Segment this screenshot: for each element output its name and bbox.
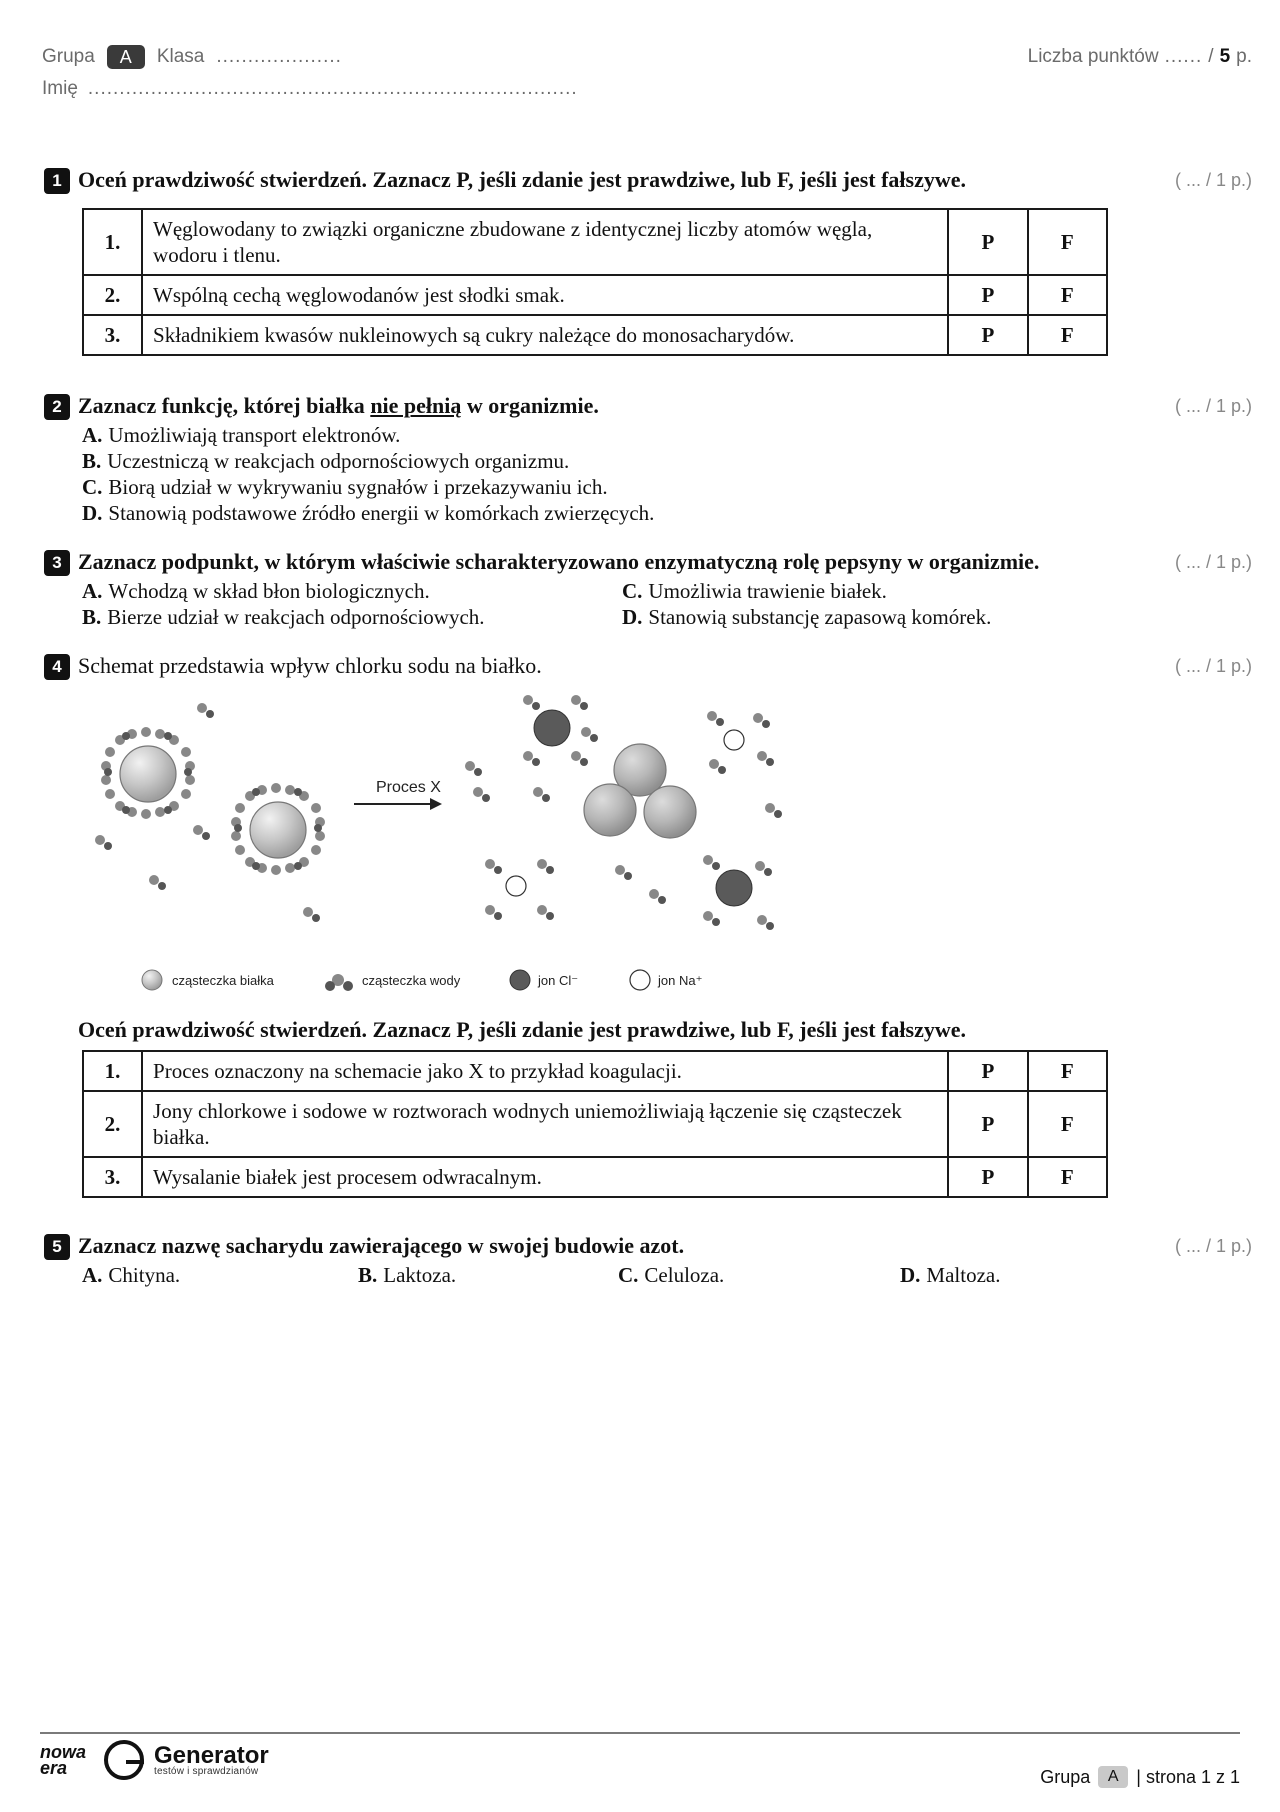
legend-na-label: jon Na⁺	[658, 973, 703, 988]
task-4-subquestion	[44, 1016, 1252, 1044]
right-chloride-ions	[534, 710, 752, 906]
statement-text: Wspólną cechą węglowodanów jest słodki smak.	[142, 275, 948, 315]
row-number: 3.	[83, 315, 142, 355]
answer-text: Celuloza.	[644, 1263, 725, 1287]
row-number: 1.	[83, 209, 142, 275]
task-1-points: ( ... / 1 p.)	[1174, 170, 1252, 190]
diagram-svg	[80, 680, 800, 1000]
option-p[interactable]: P	[948, 209, 1027, 275]
option-p[interactable]: P	[948, 1157, 1027, 1197]
task-4-row-2	[83, 1091, 1107, 1157]
answer-b[interactable]	[358, 1262, 618, 1288]
answer-key: C.	[622, 579, 643, 603]
answer-text: Umożliwiają transport elektronów.	[108, 423, 401, 447]
task-4-number: 4	[44, 654, 70, 680]
task-5-header	[44, 1232, 1252, 1260]
generator-logo	[104, 1740, 269, 1780]
row-number: 3.	[83, 1157, 142, 1197]
task-3-header	[44, 548, 1252, 576]
nowa-era-logo-line-1: nowa	[40, 1742, 87, 1762]
task-3-answers-row-1	[82, 578, 1252, 604]
footer-divider	[40, 1732, 1240, 1734]
task-3-number: 3	[44, 550, 70, 576]
answer-c[interactable]	[82, 474, 654, 500]
option-f[interactable]: F	[1028, 1157, 1107, 1197]
answer-b[interactable]	[82, 604, 622, 630]
task-3-answers	[82, 578, 1252, 630]
option-p[interactable]: P	[948, 1091, 1027, 1157]
answer-text: Bierze udział w reakcjach odpornościowych.	[107, 605, 485, 629]
task-4	[44, 652, 1252, 680]
task-1-row-1	[83, 209, 1107, 275]
task-5	[44, 1232, 1252, 1260]
task-5-question: Zaznacz nazwę sacharydu zawierającego w swojej budowie azot.	[78, 1233, 685, 1258]
answer-text: Biorą udział w wykrywaniu sygnałów i przekazywaniu ich.	[108, 475, 608, 499]
statement-text: Składnikiem kwasów nukleinowych są cukry należące do monosacharydów.	[142, 315, 948, 355]
task-4-true-false-table	[82, 1050, 1108, 1198]
footer-group-badge: A	[1098, 1766, 1128, 1788]
answer-c[interactable]	[622, 578, 1162, 604]
option-f[interactable]: F	[1028, 275, 1107, 315]
task-5-answers	[82, 1262, 1120, 1288]
legend-cl-label: jon Cl⁻	[538, 973, 579, 988]
statement-text: Jony chlorkowe i sodowe w roztworach wodnych uniemożliwiają łączenie się cząsteczek białka.	[142, 1091, 948, 1157]
nowa-era-logo-line-2: era	[40, 1758, 68, 1778]
header-left	[42, 45, 342, 69]
right-aggregated-proteins	[584, 744, 696, 838]
task-4-question: Schemat przedstawia wpływ chlorku sodu na białko.	[78, 653, 542, 678]
task-2-question-underlined: nie pełnią	[370, 393, 462, 418]
task-4-subquestion-text: Oceń prawdziwość stwierdzeń. Zaznacz P, jeśli zdanie jest prawdziwe, lub F, jeśli jest fałszywe.	[78, 1017, 967, 1042]
row-number: 2.	[83, 1091, 142, 1157]
statement-text: Węglowodany to związki organiczne zbudowane z identycznej liczby atomów węgla, wodoru i tlenu.	[142, 209, 948, 275]
header-row-2	[42, 78, 1252, 100]
answer-text: Stanowią substancję zapasową komórek.	[648, 605, 992, 629]
left-protein-cluster-2	[231, 783, 325, 875]
option-f[interactable]: F	[1028, 209, 1107, 275]
answer-key: C.	[618, 1263, 639, 1287]
task-4-row-1	[83, 1051, 1107, 1091]
answer-text: Chityna.	[108, 1263, 181, 1287]
statement-text: Proces oznaczony na schemacie jako X to przykład koagulacji.	[142, 1051, 948, 1091]
answer-c[interactable]	[618, 1262, 900, 1288]
class-dots: ....................	[216, 46, 342, 67]
header-right	[1028, 46, 1252, 68]
task-3-answers-row-2	[82, 604, 1252, 630]
legend-water-label: cząsteczka wody	[362, 973, 461, 988]
group-label: Grupa	[42, 46, 95, 67]
spacer	[44, 1016, 70, 1042]
protein-salting-diagram	[80, 680, 800, 1000]
task-2-question-post: w organizmie.	[461, 393, 599, 418]
points-label: Liczba punktów	[1027, 46, 1159, 67]
statement-text: Wysalanie białek jest procesem odwracalnym.	[142, 1157, 948, 1197]
task-2-question-pre: Zaznacz funkcję, której białka	[78, 393, 371, 418]
task-4-subquestion-header	[44, 1016, 1252, 1044]
task-3-points: ( ... / 1 p.)	[1174, 552, 1252, 572]
diagram-legend	[142, 970, 702, 991]
option-f[interactable]: F	[1028, 315, 1107, 355]
task-1-row-2	[83, 275, 1107, 315]
answer-key: B.	[358, 1263, 378, 1287]
group-badge: A	[107, 45, 145, 69]
process-label: Proces X	[376, 779, 441, 796]
row-number: 1.	[83, 1051, 142, 1091]
answer-a[interactable]	[82, 422, 654, 448]
nowa-era-logo	[40, 1744, 86, 1776]
footer-page-text: | strona 1 z 1	[1136, 1766, 1240, 1787]
points-slash: /	[1208, 46, 1214, 67]
task-3-question: Zaznacz podpunkt, w którym właściwie scharakteryzowano enzymatyczną rolę pepsyny w organizmie.	[78, 549, 1040, 574]
answer-key: D.	[622, 605, 643, 629]
task-4-header	[44, 652, 1252, 680]
legend-protein-label: cząsteczka białka	[172, 973, 274, 988]
generator-title: Generator	[154, 1741, 269, 1769]
generator-g-icon	[104, 1740, 144, 1780]
task-2	[44, 392, 1252, 420]
option-f[interactable]: F	[1028, 1051, 1107, 1091]
footer-right	[1040, 1766, 1240, 1788]
name-label: Imię	[42, 78, 78, 99]
option-f[interactable]: F	[1028, 1091, 1107, 1157]
task-4-row-3	[83, 1157, 1107, 1197]
row-number: 2.	[83, 275, 142, 315]
option-p[interactable]: P	[948, 315, 1027, 355]
answer-key: A.	[82, 1263, 103, 1287]
answer-key: B.	[82, 605, 102, 629]
answer-key: A.	[82, 423, 103, 447]
answer-b[interactable]	[82, 448, 654, 474]
task-2-number: 2	[44, 394, 70, 420]
process-arrow	[354, 798, 442, 810]
points-dots: ......	[1164, 46, 1203, 67]
name-dots: ..............................................................................	[87, 78, 578, 99]
task-5-points: ( ... / 1 p.)	[1174, 1236, 1252, 1256]
task-4-points: ( ... / 1 p.)	[1174, 656, 1252, 676]
generator-text	[154, 1741, 269, 1777]
answer-text: Maltoza.	[926, 1263, 1001, 1287]
class-label: Klasa	[156, 46, 205, 67]
answer-key: A.	[82, 579, 103, 603]
answer-a[interactable]	[82, 1262, 358, 1288]
answer-text: Wchodzą w skład błon biologicznych.	[108, 579, 430, 603]
answer-text: Laktoza.	[383, 1263, 457, 1287]
header-row-1	[42, 44, 1252, 70]
option-p[interactable]: P	[948, 1051, 1027, 1091]
task-1-header	[44, 166, 1252, 194]
left-protein-cluster-1	[101, 727, 195, 819]
option-p[interactable]: P	[948, 275, 1027, 315]
points-total: 5	[1219, 46, 1231, 67]
footer-group-label: Grupa	[1040, 1766, 1091, 1787]
page-header	[42, 44, 1252, 124]
answer-key: D.	[900, 1263, 921, 1287]
answer-d[interactable]	[82, 500, 654, 526]
answer-key: D.	[82, 501, 103, 525]
task-1-row-3	[83, 315, 1107, 355]
answer-text: Uczestniczą w reakcjach odpornościowych organizmu.	[107, 449, 570, 473]
answer-text: Umożliwia trawienie białek.	[648, 579, 887, 603]
task-2-answers	[82, 422, 654, 526]
answer-text: Stanowią podstawowe źródło energii w komórkach zwierzęcych.	[108, 501, 655, 525]
task-2-question	[78, 392, 599, 420]
task-3	[44, 548, 1252, 576]
answer-d[interactable]	[622, 604, 1162, 630]
answer-d[interactable]	[900, 1262, 1120, 1288]
answer-a[interactable]	[82, 578, 622, 604]
task-5-number: 5	[44, 1234, 70, 1260]
task-1	[44, 166, 1252, 194]
footer-branding	[40, 1740, 269, 1780]
task-1-number: 1	[44, 168, 70, 194]
task-2-header	[44, 392, 1252, 420]
task-1-true-false-table	[82, 208, 1108, 356]
page-footer	[40, 1732, 1240, 1812]
points-unit: p.	[1236, 46, 1252, 67]
generator-subtitle: testów i sprawdzianów	[154, 1765, 259, 1777]
answer-key: B.	[82, 449, 102, 473]
task-2-points: ( ... / 1 p.)	[1174, 396, 1252, 416]
answer-key: C.	[82, 475, 103, 499]
task-1-question: Oceń prawdziwość stwierdzeń. Zaznacz P, jeśli zdanie jest prawdziwe, lub F, jeśli jest fałszywe.	[78, 167, 967, 192]
